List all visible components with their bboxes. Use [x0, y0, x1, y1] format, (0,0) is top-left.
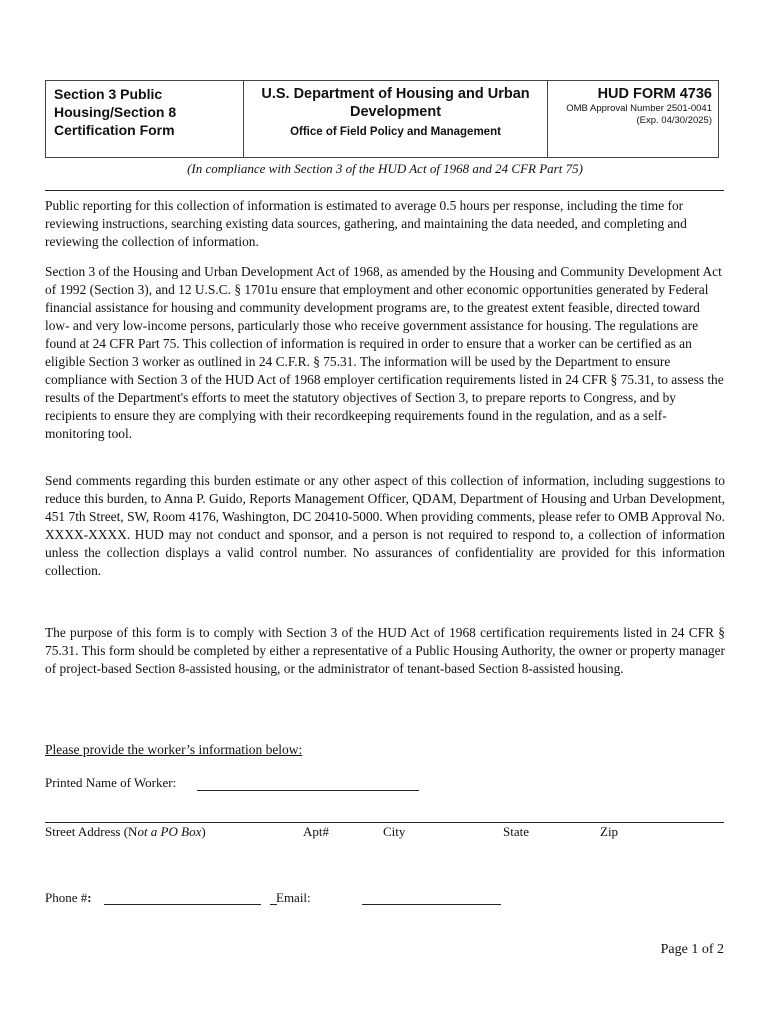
form-title-cell	[46, 81, 244, 157]
form-title-line-1: Section 3 Public	[54, 86, 163, 102]
phone-label: Phone #:	[45, 890, 92, 905]
phone-field[interactable]	[104, 904, 261, 905]
department-name-line-2: Development	[349, 104, 442, 120]
expiration-date: (Exp. 04/30/2025)	[636, 115, 712, 126]
worker-info-heading: Please provide the worker’s information below:	[45, 742, 303, 757]
street-address-label: Street Address (Not a PO Box)	[45, 824, 206, 839]
printed-name-label: Printed Name of Worker:	[45, 775, 177, 790]
header-divider	[45, 190, 724, 191]
email-field[interactable]	[362, 904, 501, 905]
department-name-line-1: U.S. Department of Housing and Urban	[261, 86, 530, 102]
city-label: City	[383, 824, 406, 839]
printed-name-field[interactable]	[197, 790, 419, 791]
page-number: Page 1 of 2	[660, 942, 724, 957]
email-label: Email:	[276, 890, 311, 905]
form-header	[45, 80, 719, 158]
form-title-line-2: Housing/Section 8	[54, 104, 177, 120]
office-name: Office of Field Policy and Management	[290, 126, 501, 138]
street-address-field[interactable]	[45, 822, 724, 823]
compliance-note: (In compliance with Section 3 of the HUD Act of 1968 and 24 CFR Part 75)	[187, 161, 583, 176]
zip-label: Zip	[600, 824, 619, 839]
burden-statement: Public reporting for this collection of information is estimated to average 0.5 hours per response, including the time for reviewing instructions, searching existing data sources, gathering, and maintaining the data needed, and completing and reviewing the collection of information.	[45, 198, 687, 249]
form-title-line-3: Certification Form	[54, 122, 175, 138]
section3-statement: Section 3 of the Housing and Urban Development Act of 1968, as amended by the Housing and Community Development Act of 1992 (Section 3), and 12 U.S.C. § 1701u ensure that employment and other economic opportunities generated by Federal financial assistance for housing and community development programs are, to the greatest extent feasible, directed toward low- and very low-income persons, particularly those who receive government assistance for housing. The regulations are found at 24 CFR Part 75. This collection of information is required in order to ensure that a worker can be certified as an eligible Section 3 worker as outlined in 24 C.F.R. § 75.31. The information will be used by the Department to ensure compliance with Section 3 of the HUD Act of 1968 employer certification requirements listed in 24 CFR § 75.31, to assess the results of the Department's efforts to meet the statutory objectives of Section 3, to prepare reports to Congress, and by recipients to ensure they are complying with their recordkeeping requirements found in the regulation, and as a self-monitoring tool.	[45, 264, 724, 441]
form-number-cell	[548, 81, 718, 157]
department-cell	[244, 81, 548, 157]
purpose-statement: The purpose of this form is to comply with Section 3 of the HUD Act of 1968 certification requirements listed in 24 CFR § 75.31. This form should be completed by either a representative of a Public Housing Authority, the owner or property manager of project-based Section 8-assisted housing, or the administrator of tenant-based Section 8-assisted housing.	[45, 625, 725, 676]
state-label: State	[503, 824, 529, 839]
omb-approval-number: OMB Approval Number 2501-0041	[566, 103, 712, 114]
apt-label: Apt#	[303, 824, 329, 839]
form-number: HUD FORM 4736	[597, 86, 712, 102]
comments-statement: Send comments regarding this burden estimate or any other aspect of this collection of information, including suggestions to reduce this burden, to Anna P. Guido, Reports Management Officer, QDAM, Department of Housing and Urban Development, 451 7th Street, SW, Room 4176, Washington, DC 20410-5000. When providing comments, please refer to OMB Approval No. XXXX-XXXX. HUD may not conduct and sponsor, and a person is not required to respond to, a collection of information unless the collection displays a valid control number. No assurances of confidentiality are provided for this information collection.	[45, 473, 725, 578]
